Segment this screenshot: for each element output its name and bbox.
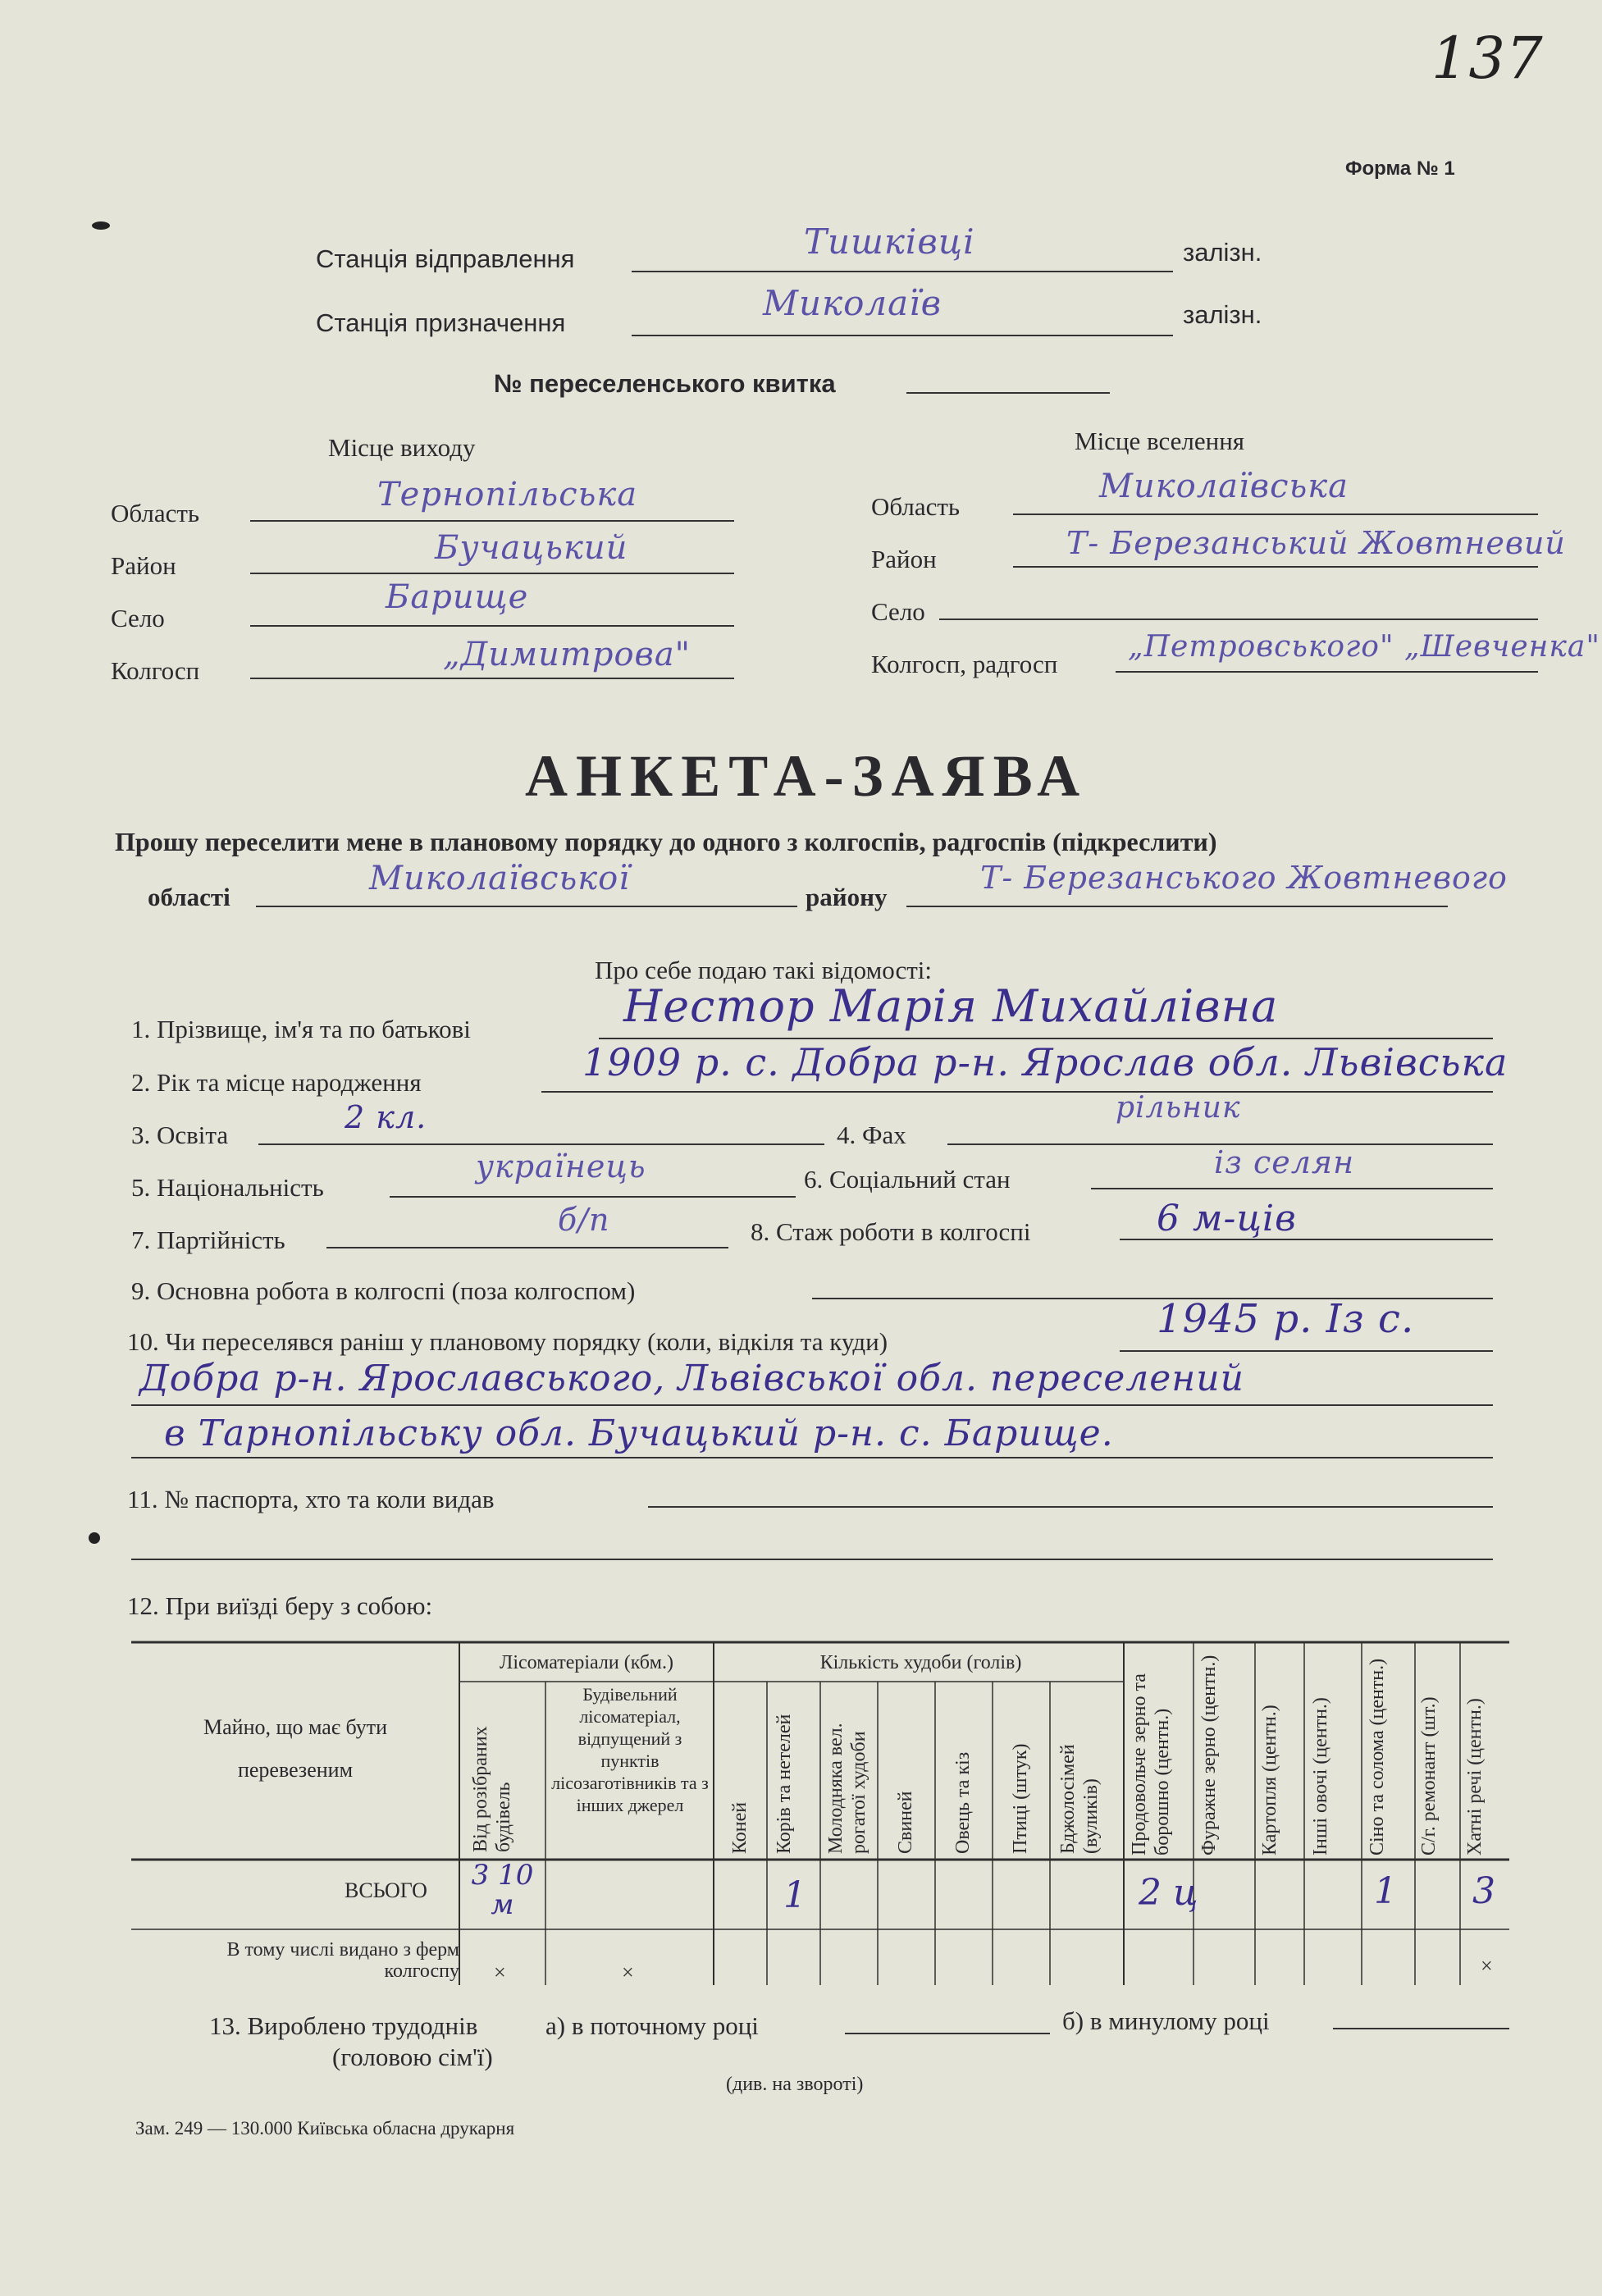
origin-kolhosp-label: Колгосп xyxy=(111,656,200,685)
archive-number: 137 xyxy=(1431,25,1544,92)
group-timber: Лісоматеріали (кбм.) xyxy=(500,1652,673,1673)
field-4-value: рільник xyxy=(1116,1091,1241,1125)
field-10-line xyxy=(1120,1350,1493,1352)
dest-kolhosp-line xyxy=(1116,671,1538,673)
destination-station-value: Миколаїв xyxy=(763,283,942,323)
destination-line xyxy=(632,335,1173,336)
origin-kolhosp-value: „Димитрова" xyxy=(443,636,691,673)
field-6-label: 6. Соціальний стан xyxy=(804,1165,1011,1194)
field-11-line-2 xyxy=(131,1559,1493,1560)
field-2-value: 1909 р. с. Добра р-н. Ярослав обл. Львівська xyxy=(582,1040,1508,1084)
total-cows-value: 1 xyxy=(783,1874,806,1916)
dest-oblast-label: Область xyxy=(871,492,961,521)
field-10-line-2 xyxy=(131,1404,1493,1406)
dest-raion-label: Район xyxy=(871,545,937,573)
col-bees: Бджолосімей (вуликів) xyxy=(1057,1744,1102,1854)
request-raion-label: району xyxy=(806,883,888,911)
x-mark-2: × xyxy=(622,1961,634,1984)
col-pigs: Свиней xyxy=(895,1791,916,1854)
group-livestock: Кількість худоби (голів) xyxy=(819,1652,1022,1673)
ticket-line xyxy=(906,392,1110,394)
request-raion-value: Т- Березанського Жовтневого xyxy=(980,860,1508,896)
dest-oblast-value: Миколаївська xyxy=(1099,468,1349,505)
table-grid xyxy=(131,1641,1509,1985)
request-oblast-label: області xyxy=(148,883,230,911)
origin-oblast-line xyxy=(250,520,734,522)
field-6-line xyxy=(1091,1188,1493,1189)
field-10-value-1: 1945 р. Із с. xyxy=(1157,1296,1415,1342)
footer-note: (див. на звороті) xyxy=(726,2074,864,2095)
field-8-value: 6 м-ців xyxy=(1157,1198,1297,1239)
col-feed-grain: Фуражне зерно (центн.) xyxy=(1198,1655,1220,1856)
field-11-label: 11. № паспорта, хто та коли видав xyxy=(127,1485,495,1513)
origin-selo-line xyxy=(250,625,734,627)
field-9-label: 9. Основна робота в колгоспі (поза колгоспом) xyxy=(131,1276,636,1305)
field-1-value: Нестор Марія Михайлівна xyxy=(623,980,1279,1032)
request-raion-line xyxy=(906,906,1448,907)
field-7-label: 7. Партійність xyxy=(131,1226,285,1254)
col-vegetables: Інші овочі (центн.) xyxy=(1310,1697,1331,1856)
field-1-label: 1. Прізвище, ім'я та по батькові xyxy=(131,1015,471,1043)
destination-station-label: Станція призначення xyxy=(316,308,566,337)
col-sheep: Овець та кіз xyxy=(952,1751,974,1854)
col-household: Хатні речі (центн.) xyxy=(1464,1698,1486,1856)
col-hay: Сіно та солома (центн.) xyxy=(1367,1658,1388,1856)
origin-heading: Місце виходу xyxy=(328,433,476,462)
departure-station-label: Станція відправлення xyxy=(316,244,575,273)
x-mark-3: × xyxy=(1481,1954,1493,1978)
col-poultry: Птиці (штук) xyxy=(1010,1743,1031,1854)
field-3-line xyxy=(258,1143,824,1145)
col-dismantled: Від розібраних будівель xyxy=(470,1726,514,1852)
field-8-label: 8. Стаж роботи в колгоспі xyxy=(751,1217,1031,1246)
printer-imprint: Зам. 249 — 130.000 Київська обласна друкарня xyxy=(135,2118,515,2139)
origin-oblast-label: Область xyxy=(111,499,200,527)
col-tools: С/г. ремонант (шт.) xyxy=(1418,1696,1440,1856)
field-5-value: українець xyxy=(476,1148,646,1185)
dest-selo-line xyxy=(939,619,1538,620)
departure-station-value: Тишківці xyxy=(804,221,975,262)
field-13-a-line xyxy=(845,2033,1050,2034)
col-potato: Картопля (центн.) xyxy=(1259,1705,1280,1856)
col-young-cattle: Молодняка вел. рогатої худоби xyxy=(825,1723,869,1854)
field-1-line xyxy=(599,1038,1493,1039)
destination-heading: Місце вселення xyxy=(1075,427,1245,455)
field-4-label: 4. Фах xyxy=(837,1121,906,1149)
property-table xyxy=(131,1641,1509,1985)
field-3-label: 3. Освіта xyxy=(131,1121,229,1149)
punch-mark-top xyxy=(92,221,110,230)
ticket-label: № переселенського квитка xyxy=(494,369,836,398)
origin-raion-label: Район xyxy=(111,551,176,580)
about-heading: Про себе подаю такі відомості: xyxy=(595,956,933,984)
request-text: Прошу переселити мене в плановому порядку до одного з колгоспів, радгоспів (підкреслити) xyxy=(115,827,1217,856)
col-property: Майно, що має бути перевезеним xyxy=(203,1715,387,1782)
field-13-a-label: а) в поточному році xyxy=(545,2011,759,2040)
dest-raion-line xyxy=(1013,566,1538,568)
field-13-b-line xyxy=(1333,2028,1509,2029)
field-3-value: 2 кл. xyxy=(345,1099,427,1135)
row-from-farm-label: В тому числі видано з ферм колгоспу xyxy=(226,1939,459,1982)
request-oblast-value: Миколаївської xyxy=(369,860,631,897)
col-horses: Коней xyxy=(729,1801,751,1854)
origin-oblast-value: Тернопільська xyxy=(377,476,638,514)
field-13-sub: (головою сім'ї) xyxy=(332,2043,493,2071)
request-oblast-line xyxy=(256,906,797,907)
col-food-grain: Продовольче зерно та борошно (центн.) xyxy=(1129,1673,1173,1856)
origin-kolhosp-line xyxy=(250,678,734,679)
form-label: Форма № 1 xyxy=(1345,157,1455,180)
total-hay-value: 1 xyxy=(1374,1870,1397,1912)
field-12-label: 12. При виїзді беру з собою: xyxy=(127,1591,433,1620)
origin-selo-value: Барище xyxy=(386,578,529,616)
origin-raion-line xyxy=(250,573,734,574)
field-6-value: із селян xyxy=(1214,1144,1355,1180)
dest-oblast-line xyxy=(1013,514,1538,515)
origin-selo-label: Село xyxy=(111,604,165,632)
punch-mark-middle xyxy=(89,1532,100,1544)
field-13-b-label: б) в минулому році xyxy=(1062,2006,1270,2035)
departure-line xyxy=(632,271,1173,272)
field-10-line-3 xyxy=(131,1457,1493,1458)
field-10-label: 10. Чи переселявся раніш у плановому порядку (коли, відкіля та куди) xyxy=(127,1327,888,1356)
dest-selo-label: Село xyxy=(871,597,925,626)
field-5-label: 5. Національність xyxy=(131,1173,324,1202)
total-dismantled-value: 3 10 м xyxy=(471,1859,534,1921)
field-5-line xyxy=(390,1196,796,1198)
col-building-timber: Будівельний лісоматеріал, відпущений з пунктів лісозаготівників та з інших джерел xyxy=(551,1684,709,1815)
total-food-grain-value: 2 ц xyxy=(1139,1872,1198,1914)
field-2-line xyxy=(541,1091,1493,1093)
field-7-line xyxy=(326,1247,728,1248)
field-13-label: 13. Вироблено трудоднів xyxy=(209,2011,478,2040)
field-2-label: 2. Рік та місце народження xyxy=(131,1068,422,1097)
x-mark-1: × xyxy=(494,1961,506,1984)
col-cows: Корів та нетелей xyxy=(774,1714,795,1854)
field-11-line xyxy=(648,1506,1493,1508)
field-10-value-3: в Тарнопільську обл. Бучацький р-н. с. Барище. xyxy=(164,1413,1114,1454)
row-total-label: ВСЬОГО xyxy=(345,1878,427,1902)
origin-raion-value: Бучацький xyxy=(435,529,628,567)
dest-kolhosp-value: „Петровського" „Шевченка" xyxy=(1128,630,1600,664)
destination-railway-suffix: залізн. xyxy=(1183,300,1262,329)
total-household-value: 3 xyxy=(1472,1870,1495,1912)
document-title: АНКЕТА-ЗАЯВА xyxy=(525,743,1089,809)
departure-railway-suffix: залізн. xyxy=(1183,238,1262,267)
dest-kolhosp-label: Колгосп, радгосп xyxy=(871,650,1058,678)
dest-raion-value: Т- Березанський Жовтневий xyxy=(1066,525,1566,561)
field-7-value: б/п xyxy=(558,1202,610,1238)
field-10-value-2: Добра р-н. Ярославського, Львівської обл. переселений xyxy=(139,1358,1244,1399)
